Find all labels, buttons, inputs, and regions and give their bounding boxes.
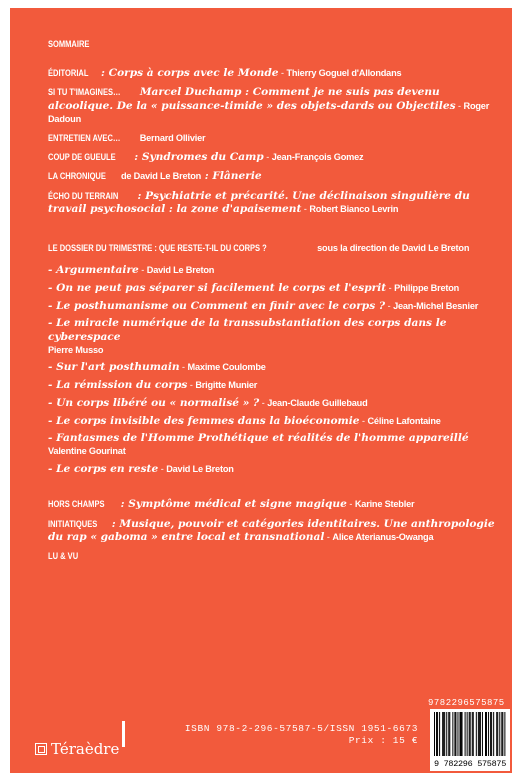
- hors-author: Karine Stebler: [354, 499, 415, 510]
- echo-label: ÉCHO DU TERRAIN: [48, 190, 119, 201]
- toc-si-tu-imagines: SI TU T'IMAGINES… Marcel Duchamp : Comment je ne suis pas devenu alcoolique. De la « puissance-timide » des objets-dards ou Objectiles - Roger Dadoun: [48, 86, 490, 124]
- list-item: - On ne peut pas séparer si facilement le corps et l'esprit - Philippe Breton: [48, 281, 460, 294]
- si-tu-author: Roger Dadoun: [48, 100, 490, 124]
- isbn-line: ISBN 978-2-296-57587-5/ISSN 1951-6673: [184, 723, 418, 734]
- barcode-top-number: 9782296575875: [428, 698, 505, 708]
- chronique-title: Flânerie: [212, 170, 262, 183]
- list-item: - Le miracle numérique de la transsubstantiation des corps dans le cyberespace Pierre Musso: [48, 317, 447, 355]
- toc-lu-vu: [48, 550, 503, 563]
- echo-title: Psychiatrie et précarité. Une déclinaison singulière du travail psychosocial : la zone d'apaisement: [48, 189, 470, 215]
- lu-vu-label: LU & VU: [48, 550, 79, 561]
- publisher-logo: [35, 740, 119, 758]
- coup-author: Jean-François Gomez: [271, 152, 364, 163]
- divider: [122, 721, 125, 747]
- echo-author: Robert Bianco Levrin: [309, 203, 399, 214]
- list-item: - Fantasmes de l'Homme Prothétique et réalités de l'homme appareillé Valentine Gourinat: [48, 432, 469, 457]
- initiatiques-author: Alice Aterianus-Owanga: [332, 531, 434, 542]
- list-item: - Le posthumanisme ou Comment en finir avec le corps ? - Jean-Michel Besnier: [48, 299, 479, 312]
- sommaire-heading: SOMMAIRE: [48, 39, 90, 49]
- list-item: - Argumentaire - David Le Breton: [48, 264, 215, 277]
- teraedre-logo-icon: [35, 743, 47, 755]
- list-item: - Le corps en reste - David Le Breton: [48, 463, 234, 476]
- toc-coup-de-gueule: COUP DE GUEULE : Syndromes du Camp - Jean-François Gomez: [48, 151, 364, 164]
- toc-chronique: LA CHRONIQUE de David Le Breton : Flânerie: [48, 170, 262, 183]
- editorial-title: Corps à corps avec le Monde: [108, 67, 279, 80]
- coup-label: COUP DE GUEULE: [48, 152, 116, 163]
- dossier-list: [48, 264, 503, 476]
- price-line: Prix : 15 €: [348, 735, 418, 746]
- publisher-name: Téraèdre: [51, 740, 120, 758]
- isbn-block: [128, 723, 418, 747]
- dossier-direction: sous la direction de David Le Breton: [314, 243, 470, 254]
- dossier-heading: [48, 242, 503, 255]
- si-tu-label: SI TU T'IMAGINES…: [48, 87, 121, 98]
- back-cover: [10, 8, 512, 773]
- toc-hors-champs: HORS CHAMPS : Symptôme médical et signe magique - Karine Stebler: [48, 498, 415, 511]
- coup-title: Syndromes du Camp: [141, 151, 264, 164]
- toc-entretien: [48, 132, 503, 145]
- list-item: - Un corps libéré ou « normalisé » ? - Jean-Claude Guillebaud: [48, 396, 368, 409]
- chronique-label: LA CHRONIQUE: [48, 171, 106, 182]
- dossier-label: LE DOSSIER DU TRIMESTRE : QUE RESTE-T-IL DU CORPS ?: [48, 243, 267, 254]
- editorial-author: Thierry Goguel d'Allondans: [286, 68, 402, 79]
- editorial-label: ÉDITORIAL: [48, 68, 89, 79]
- toc-editorial: ÉDITORIAL : Corps à corps avec le Monde - Thierry Goguel d'Allondans: [48, 67, 402, 80]
- barcode: [430, 709, 510, 771]
- entretien-label: ENTRETIEN AVEC…: [48, 133, 121, 144]
- initiatiques-label: INITIATIQUES: [48, 518, 98, 529]
- initiatiques-title: Musique, pouvoir et catégories identitaires. Une anthropologie du rap « gaboma » entre local et transnational: [48, 517, 495, 543]
- hors-title: Symptôme médical et signe magique: [128, 498, 347, 511]
- barcode-bars-icon: [430, 709, 510, 759]
- hors-label: HORS CHAMPS: [48, 499, 105, 510]
- barcode-number: 9 782296 575875: [433, 759, 506, 769]
- toc-initiatiques: INITIATIQUES : Musique, pouvoir et catégories identitaires. Une anthropologie du rap « gaboma » entre local et transnational - Alice Aterianus-Owanga: [48, 517, 495, 543]
- table-of-contents: [48, 38, 503, 569]
- list-item: - Sur l'art posthumain - Maxime Coulombe: [48, 361, 266, 374]
- chronique-by: de David Le Breton: [118, 171, 202, 182]
- toc-echo: ÉCHO DU TERRAIN : Psychiatrie et précarité. Une déclinaison singulière du travail psychosocial : la zone d'apaisement - Robert Bianco Levrin: [48, 189, 470, 215]
- si-tu-title: Marcel Duchamp : Comment je ne suis pas devenu alcoolique. De la « puissance-timide » des objets-dards ou Objectiles: [48, 86, 456, 112]
- list-item: - La rémission du corps - Brigitte Munier: [48, 379, 258, 392]
- entretien-author: Bernard Ollivier: [139, 133, 206, 144]
- list-item: - Le corps invisible des femmes dans la bioéconomie - Céline Lafontaine: [48, 414, 441, 427]
